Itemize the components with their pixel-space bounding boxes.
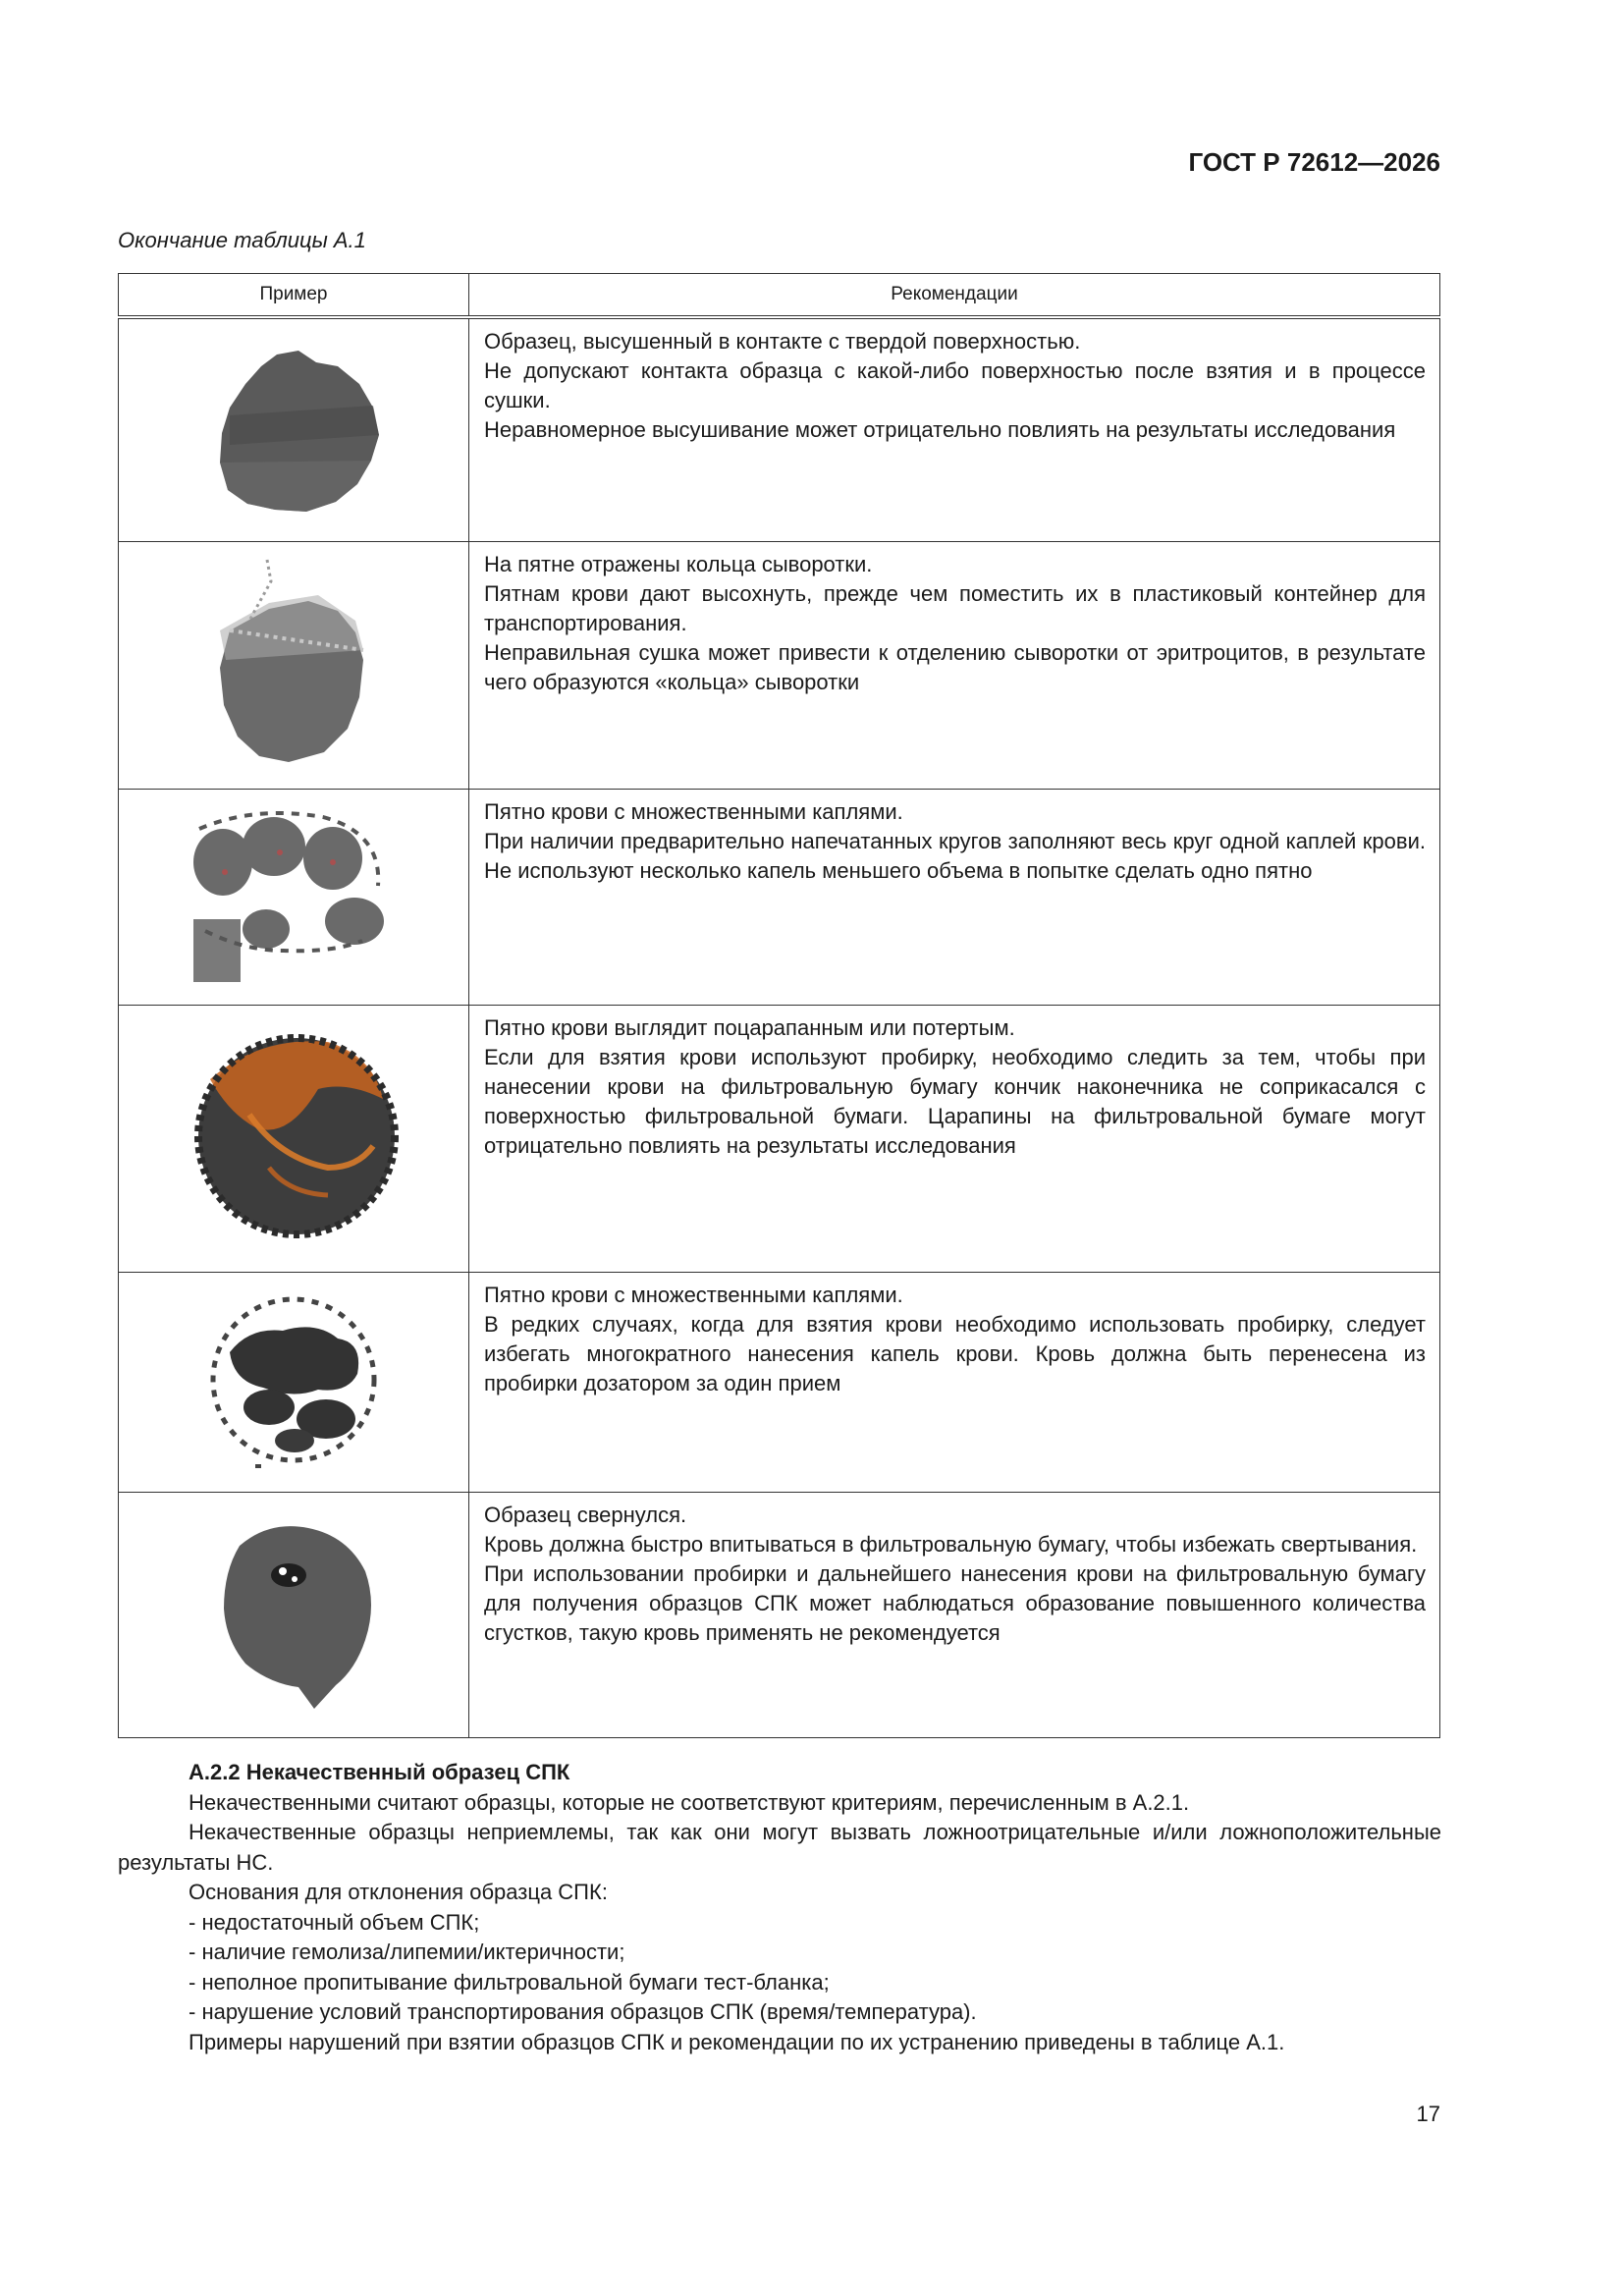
recommendation-line: Не допускают контакта образца с какой-либо поверхностью после взятия и в процессе сушки. xyxy=(484,358,1426,412)
page-number: 17 xyxy=(1416,2102,1440,2126)
example-cell xyxy=(119,1005,469,1272)
table-row xyxy=(119,789,1440,1005)
dried-on-hard-surface-spot-image xyxy=(190,337,397,523)
recommendation-cell xyxy=(469,541,1440,789)
recommendation-line: Неравномерное высушивание может отрицательно повлиять на результаты исследования xyxy=(484,417,1396,442)
recommendation-line: Пятно крови с множественными каплями. xyxy=(484,1282,903,1307)
column-header-recommendations: Рекомендации xyxy=(469,274,1440,318)
paragraph: Некачественными считают образцы, которые не соответствуют критериям, перечисленным в А.2.1. xyxy=(189,1789,1190,1815)
table-row xyxy=(119,317,1440,541)
paragraph: Основания для отклонения образца СПК: xyxy=(189,1880,608,1904)
recommendation-line: Образец, высушенный в контакте с твердой поверхностью. xyxy=(484,329,1081,354)
section-heading: А.2.2 Некачественный образец СПК xyxy=(189,1760,570,1784)
document-code: ГОСТ Р 72612—2026 xyxy=(1188,147,1440,177)
table-header-row xyxy=(119,274,1440,318)
example-cell xyxy=(119,541,469,789)
recommendation-cell xyxy=(469,1492,1440,1737)
recommendation-line: При использовании пробирки и дальнейшего нанесения крови на фильтровальную бумагу для получения образцов СПК может наблюдаться образование повышенного количества сгустков, такую кровь применять не рекомендуется xyxy=(484,1560,1426,1645)
example-cell xyxy=(119,1272,469,1492)
recommendation-line: На пятне отражены кольца сыворотки. xyxy=(484,551,873,576)
column-header-example: Пример xyxy=(119,274,469,318)
recommendation-line: Пятно крови выглядит поцарапанным или потертым. xyxy=(484,1014,1015,1040)
list-item: - недостаточный объем СПК; xyxy=(189,1909,480,1935)
examples-table xyxy=(118,273,1440,1738)
recommendation-line: Если для взятия крови используют пробирку, необходимо следить за тем, чтобы при нанесении крови на фильтровальную бумагу кончик наконечника не соприкасался с поверхностью фильтровальной бумаги. Царапины на фильтровальной бумаге могут отрицательно повлиять на результаты исследования xyxy=(484,1044,1426,1158)
recommendation-cell xyxy=(469,1272,1440,1492)
recommendation-line: Кровь должна быстро впитываться в фильтровальную бумагу, чтобы избежать свертывания. xyxy=(484,1531,1418,1557)
recommendation-line: При наличии предварительно напечатанных кругов заполняют весь круг одной каплей крови. Не используют несколько капель меньшего объема в попытке сделать одно пятно xyxy=(484,828,1426,883)
table-caption: Окончание таблицы А.1 xyxy=(118,228,366,252)
scratched-spot-image xyxy=(181,1020,406,1256)
example-cell xyxy=(119,317,469,541)
recommendation-line: Образец свернулся. xyxy=(484,1502,687,1527)
table-row xyxy=(119,1005,1440,1272)
paragraph: Некачественные образцы неприемлемы, так как они могут вызвать ложноотрицательные и/или ложноположительные результаты НС. xyxy=(118,1820,1441,1875)
example-cell xyxy=(119,789,469,1005)
list-item: - нарушение условий транспортирования образцов СПК (время/температура). xyxy=(189,1999,977,2024)
table-row xyxy=(119,1272,1440,1492)
list-item: - наличие гемолиза/липемии/иктеричности; xyxy=(189,1940,625,1964)
serum-rings-spot-image xyxy=(190,552,397,778)
clotted-spot-image xyxy=(190,1506,397,1722)
table-row xyxy=(119,541,1440,789)
multiple-drops-circles-image xyxy=(186,803,402,990)
example-cell xyxy=(119,1492,469,1737)
paragraph: Примеры нарушений при взятии образцов СПК и рекомендации по их устранению приведены в таблице А.1. xyxy=(189,2029,1285,2054)
recommendation-cell xyxy=(469,789,1440,1005)
recommendation-cell xyxy=(469,317,1440,541)
recommendation-line: Пятно крови с множественными каплями. xyxy=(484,798,903,824)
recommendation-line: Пятнам крови дают высохнуть, прежде чем поместить их в пластиковый контейнер для транспортирования. xyxy=(484,580,1426,635)
recommendation-line: В редких случаях, когда для взятия крови необходимо использовать пробирку, следует избегать многократного нанесения капель крови. Кровь должна быть перенесена из пробирки дозатором за один прием xyxy=(484,1311,1426,1395)
recommendation-cell xyxy=(469,1005,1440,1272)
section-a-2-2 xyxy=(118,1758,1441,2057)
multiple-drops-spot-image xyxy=(190,1284,397,1480)
recommendation-line: Неправильная сушка может привести к отделению сыворотки от эритроцитов, в результате чего образуются «кольца» сыворотки xyxy=(484,639,1426,694)
table-row xyxy=(119,1492,1440,1737)
list-item: - неполное пропитывание фильтровальной бумаги тест-бланка; xyxy=(189,1969,830,1995)
